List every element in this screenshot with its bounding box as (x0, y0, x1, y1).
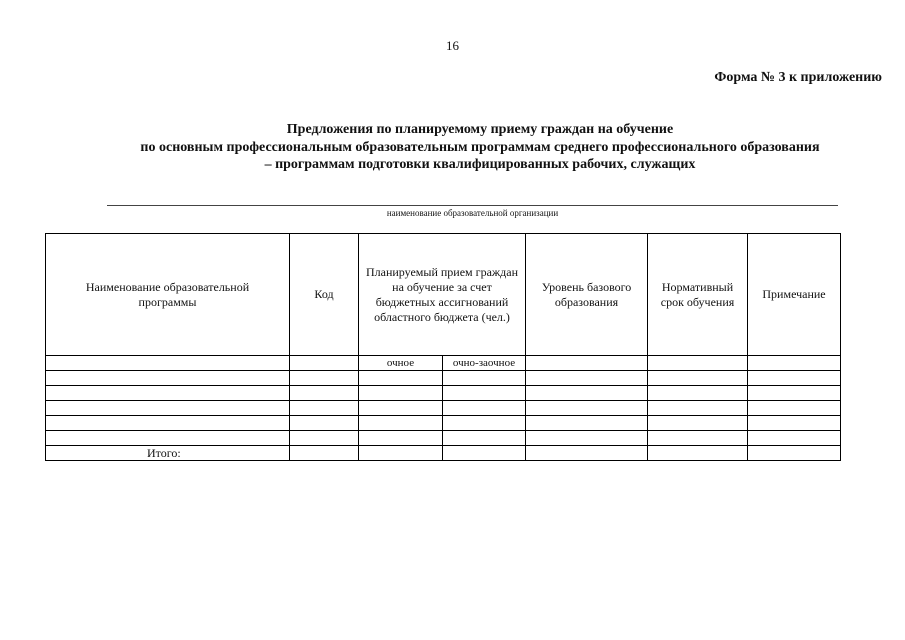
table-row (46, 371, 841, 386)
header-code: Код (290, 234, 359, 356)
header-normative-term: Нормативный срок обучения (648, 234, 748, 356)
header-note: Примечание (748, 234, 841, 356)
total-label: Итого: (46, 446, 290, 461)
org-name-line (107, 205, 838, 206)
title-line-2: по основным профессиональным образовательным программам среднего профессионального образования (140, 139, 820, 155)
header-base-level: Уровень базового образования (526, 234, 648, 356)
table-total-row (46, 446, 841, 461)
table-row (46, 431, 841, 446)
table-row (46, 386, 841, 401)
header-planned-admission: Планируемый прием граждан на обучение за счет бюджетных ассигнований областного бюджета (чел.) (359, 234, 526, 356)
subheader-full-time: очное (359, 356, 443, 371)
header-program-name: Наименование образовательной программы (46, 234, 290, 356)
page-number: 16 (446, 38, 459, 53)
form-label: Форма № 3 к приложению (714, 70, 882, 85)
table-header-row (46, 234, 841, 356)
document-title (60, 121, 900, 174)
table-row (46, 416, 841, 431)
subheader-part-time: очно-заочное (443, 356, 526, 371)
table-row (46, 401, 841, 416)
table-subheader-row (46, 356, 841, 371)
title-line-1: Предложения по планируемому приему граждан на обучение (286, 122, 674, 137)
admission-table (45, 233, 841, 461)
title-line-3: – программам подготовки квалифицированных рабочих, служащих (264, 157, 696, 172)
org-name-caption: наименование образовательной организации (386, 208, 559, 218)
